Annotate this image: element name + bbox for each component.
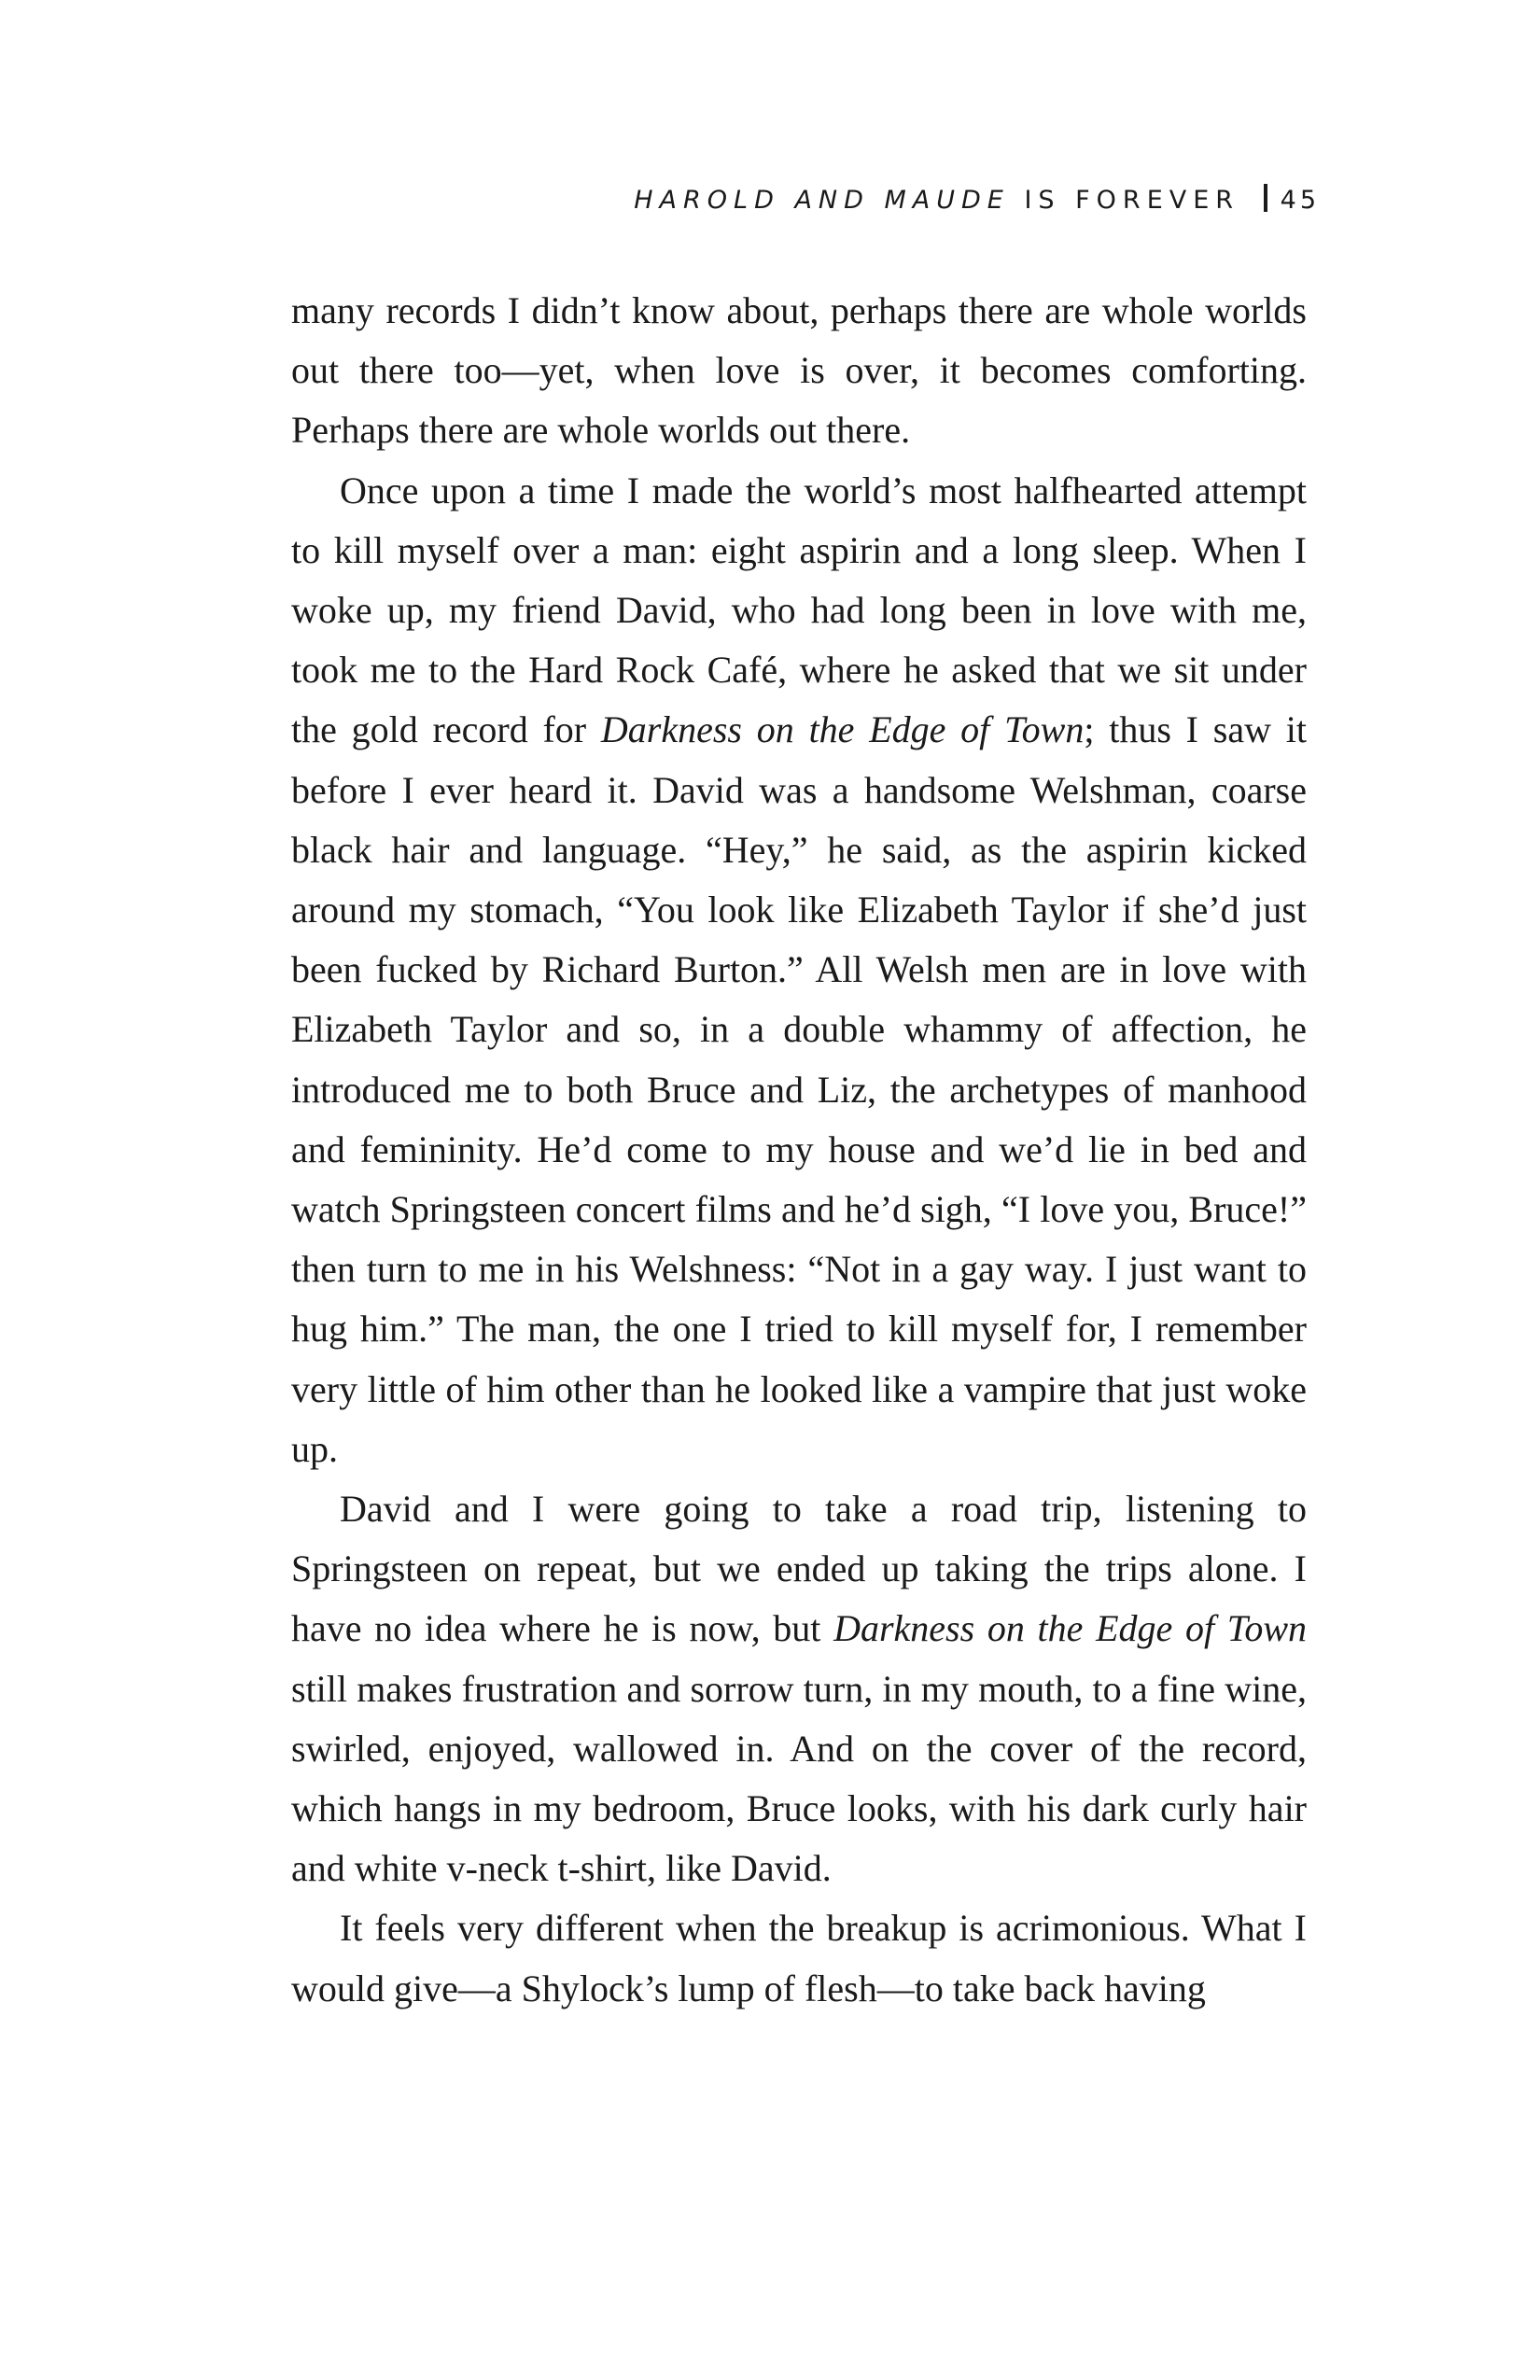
paragraph-3 [291, 1479, 1307, 1898]
italic-title: Darkness on the Edge of Town [833, 1607, 1307, 1650]
paragraph-text: ; thus I saw it before I ever heard it. David was a handsome Welshman, coarse black hair and language. “Hey,” he said, as the aspirin kicked around my stomach, “You look like Elizabeth Taylor if she’d just been fucked by Richard Burton.” All Welsh men are in love with Elizabeth Taylor and so, in a double whammy of affection, he introduced me to both Bruce and Liz, the archetypes of manhood and femininity. He’d come to my house and we’d lie in bed and watch Springsteen concert films and he’d sigh, “I love you, Bruce!” then turn to me in his Welshness: “Not in a gay way. I just want to hug him.” The man, the one I tried to kill myself for, I remember very little of him other than he looked like a vampire that just woke up. [291, 708, 1307, 1470]
paragraph-text: Once upon a time I made the world’s most halfhearted attempt to kill myself over a man: eight aspirin and a long sleep. When I woke up, my friend David, who had long been in love with me, took me to the Hard Rock Café, where he asked that we sit under the gold record for [291, 469, 1307, 751]
running-head-book-title: HAROLD AND MAUDE [634, 186, 1010, 215]
paragraph-1 [291, 281, 1307, 461]
paragraph-4 [291, 1898, 1307, 2018]
paragraph-text: many records I didn’t know about, perhaps there are whole worlds out there too—yet, when love is over, it becomes comforting. Perhaps there are whole worlds out there. [291, 289, 1307, 452]
body-text [291, 281, 1307, 2019]
page-number: 45 [1280, 186, 1320, 215]
paragraph-text: still makes frustration and sorrow turn, in my mouth, to a fine wine, swirled, enjoyed, wallowed in. And on the cover of the record, which hangs in my bedroom, Bruce looks, with his dark curly hair and white v-neck t-shirt, like David. [291, 1667, 1307, 1890]
paragraph-2 [291, 461, 1307, 1479]
running-head-chapter-rest: IS FOREVER [1024, 186, 1240, 215]
paragraph-text: David and I were going to take a road trip, listening to Springsteen on repeat, but we ended up taking the trips alone. I have no idea where he is now, but [291, 1488, 1307, 1650]
italic-title: Darkness on the Edge of Town [600, 708, 1085, 751]
paragraph-text: It feels very different when the breakup is acrimonious. What I would give—a Shylock’s lump of flesh—to take back having [291, 1907, 1307, 2009]
running-head [634, 180, 1320, 221]
running-head-divider [1264, 184, 1267, 212]
